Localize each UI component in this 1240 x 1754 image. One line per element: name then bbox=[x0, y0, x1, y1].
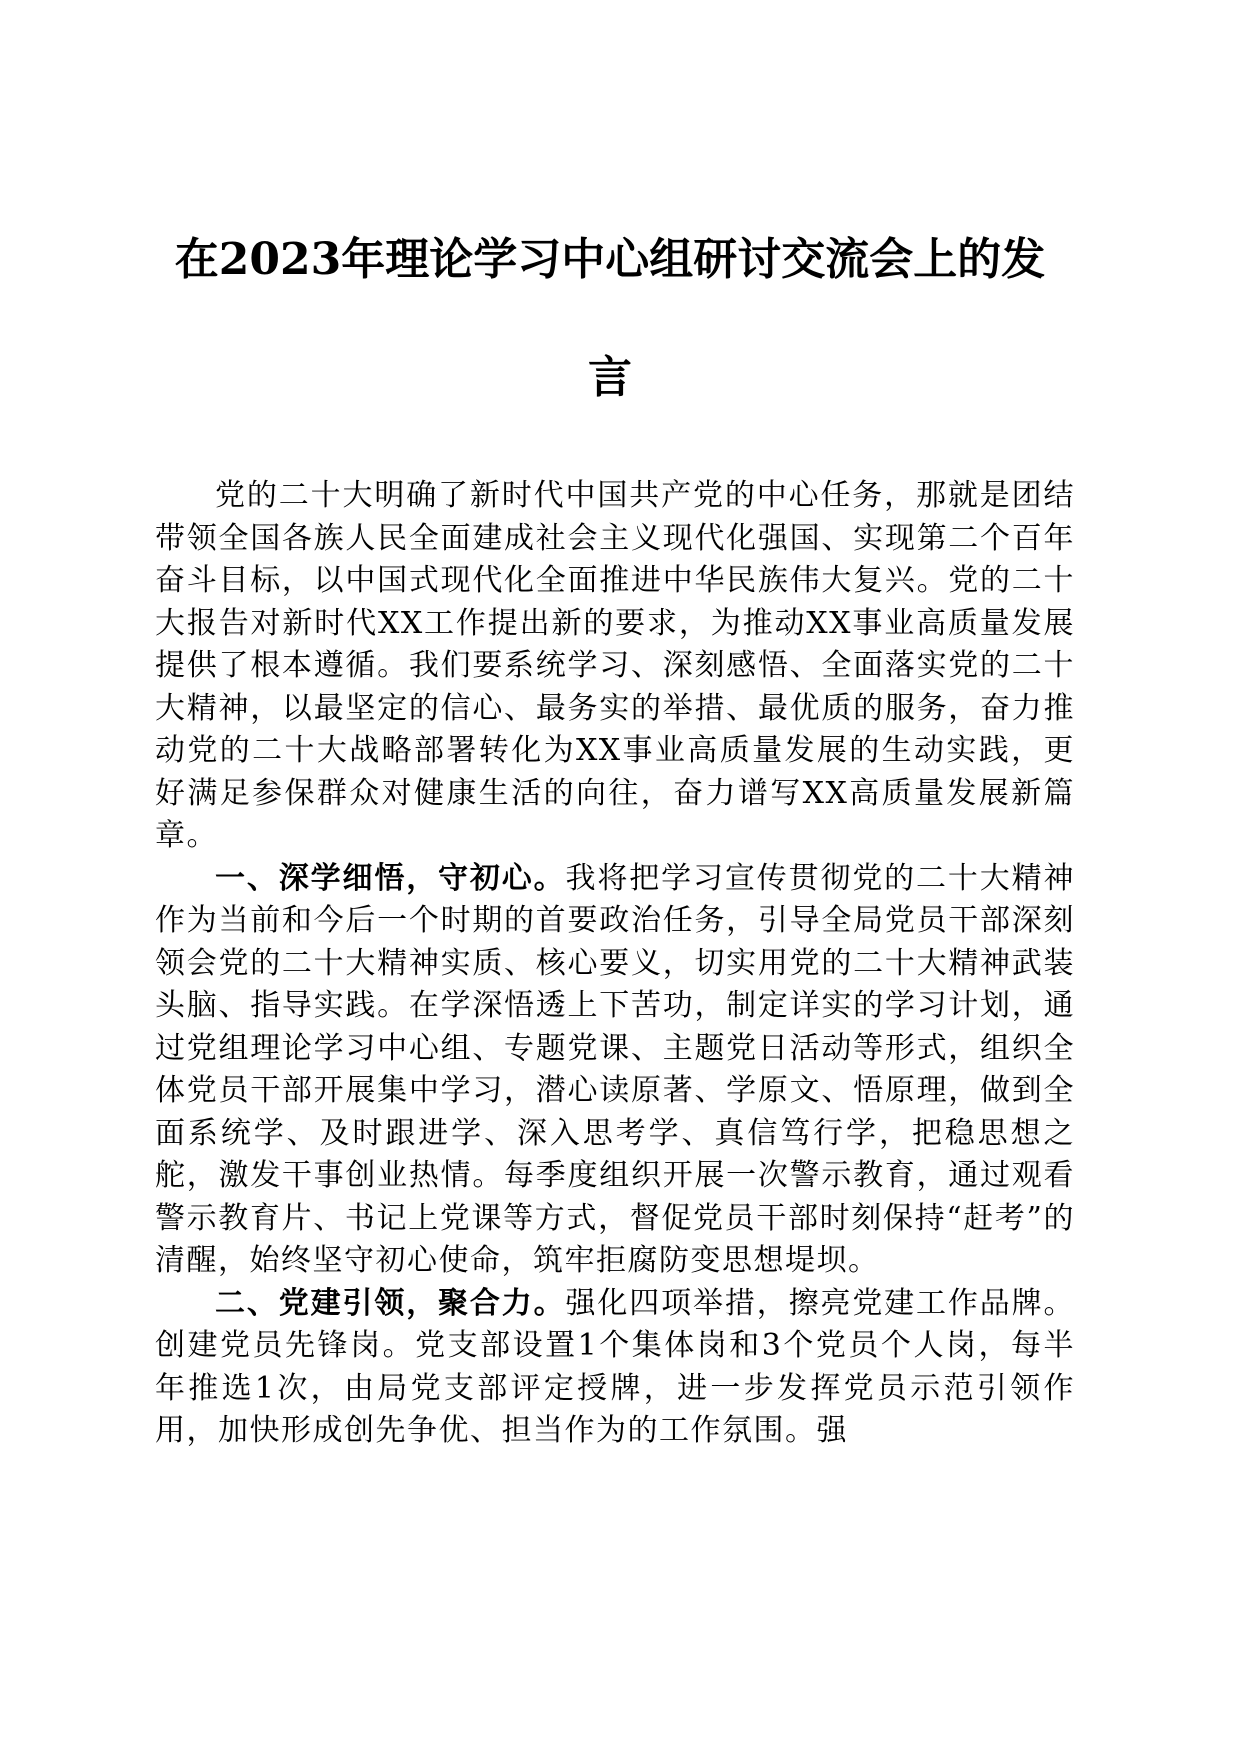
document-title-line-2: 言 bbox=[588, 352, 632, 403]
section-2-text: 强化四项举措，擦亮党建工作品牌。创建党员先锋岗。党支部设置1个集体岗和3个党员个人岗，每半年推选1次，由局党支部评定授牌，进一步发挥党员示范引领作用，加快形成创先争优、担当作为的工作氛围。强 bbox=[155, 1285, 1076, 1448]
document-body bbox=[155, 475, 1075, 1453]
paragraph-intro bbox=[155, 475, 1075, 858]
section-1-heading: 一、深学细悟，守初心。 bbox=[215, 860, 566, 896]
paragraph-intro-text: 党的二十大明确了新时代中国共产党的中心任务，那就是团结带领全国各族人民全面建成社会主义现代化强国、实现第二个百年奋斗目标，以中国式现代化全面推进中华民族伟大复兴。党的二十大报告对新时代XX工作提出新的要求，为推动XX事业高质量发展提供了根本遵循。我们要系统学习、深刻感悟、全面落实党的二十大精神，以最坚定的信心、最务实的举措、最优质的服务，奋力推动党的二十大战略部署转化为XX事业高质量发展的生动实践，更好满足参保群众对健康生活的向往，奋力谱写XX高质量发展新篇章。 bbox=[155, 478, 1075, 853]
paragraph-section-2 bbox=[155, 1283, 1075, 1453]
document-title-line-1: 在2023年理论学习中心组研讨交流会上的发 bbox=[174, 234, 1046, 285]
paragraph-section-1 bbox=[155, 858, 1075, 1283]
section-2-heading: 二、党建引领，聚合力。 bbox=[215, 1285, 566, 1321]
section-1-text: 我将把学习宣传贯彻党的二十大精神作为当前和今后一个时期的首要政治任务，引导全局党员干部深刻领会党的二十大精神实质、核心要义，切实用党的二十大精神武装头脑、指导实践。在学深悟透上下苦功，制定详实的学习计划，通过党组理论学习中心组、专题党课、主题党日活动等形式，组织全体党员干部开展集中学习，潜心读原著、学原文、悟原理，做到全面系统学、及时跟进学、深入思考学、真信笃行学，把稳思想之舵，激发干事创业热情。每季度组织开展一次警示教育，通过观看警示教育片、书记上党课等方式，督促党员干部时刻保持“赶考”的清醒，始终坚守初心使命，筑牢拒腐防变思想堤坝。 bbox=[155, 860, 1076, 1278]
